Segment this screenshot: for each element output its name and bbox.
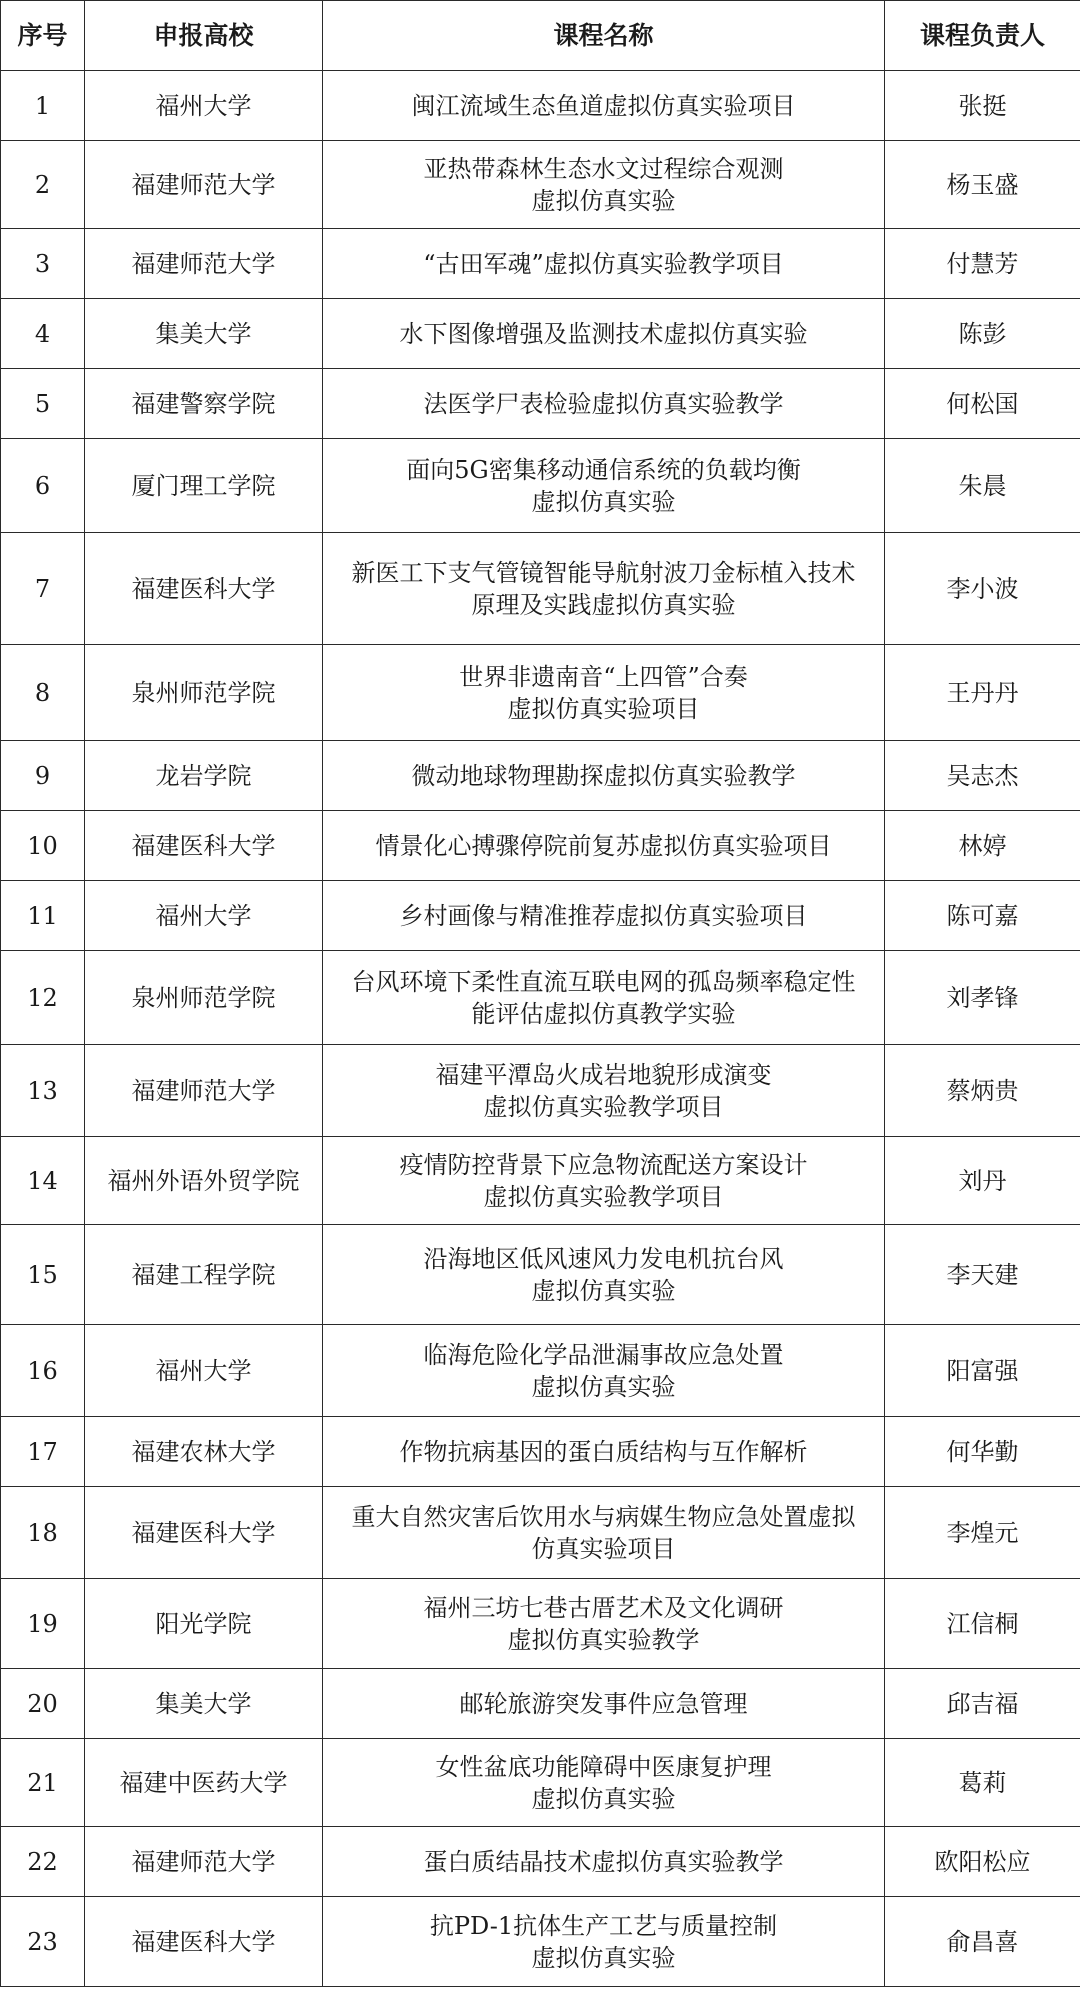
lead-cell: 何松国	[885, 369, 1080, 439]
row-number: 14	[1, 1137, 85, 1225]
course-name-line: 原理及实践虚拟仿真实验	[471, 590, 736, 619]
course-name-line: 虚拟仿真实验	[531, 1372, 676, 1401]
course-cell	[323, 71, 885, 141]
school-cell: 集美大学	[85, 299, 323, 369]
row-number: 19	[1, 1579, 85, 1669]
course-name-line: 虚拟仿真实验教学项目	[483, 1182, 724, 1211]
course-name-line: 疫情防控背景下应急物流配送方案设计	[399, 1150, 808, 1179]
row-number: 3	[1, 229, 85, 299]
course-cell	[323, 1827, 885, 1897]
table-row	[1, 1137, 1080, 1225]
lead-cell: 何华勤	[885, 1417, 1080, 1487]
lead-cell: 杨玉盛	[885, 141, 1080, 229]
row-number: 8	[1, 645, 85, 741]
row-number: 21	[1, 1739, 85, 1827]
table-row	[1, 1225, 1080, 1325]
table-row	[1, 1045, 1080, 1137]
course-name-line: 蛋白质结晶技术虚拟仿真实验教学	[423, 1847, 784, 1876]
lead-cell: 刘丹	[885, 1137, 1080, 1225]
row-number: 15	[1, 1225, 85, 1325]
course-cell	[323, 1897, 885, 1987]
course-name-line: 闽江流域生态鱼道虚拟仿真实验项目	[411, 91, 796, 120]
table-row	[1, 533, 1080, 645]
row-number: 12	[1, 951, 85, 1045]
header-course: 课程名称	[323, 1, 885, 71]
table-row	[1, 71, 1080, 141]
course-name-line: 沿海地区低风速风力发电机抗台风	[423, 1244, 784, 1273]
table-row	[1, 1669, 1080, 1739]
course-name-line: 亚热带森林生态水文过程综合观测	[423, 154, 784, 183]
lead-cell: 付慧芳	[885, 229, 1080, 299]
lead-cell: 江信桐	[885, 1579, 1080, 1669]
table-row	[1, 1325, 1080, 1417]
course-cell	[323, 1137, 885, 1225]
table-row	[1, 439, 1080, 533]
table-row	[1, 229, 1080, 299]
lead-cell: 俞昌喜	[885, 1897, 1080, 1987]
course-name-line: 面向5G密集移动通信系统的负载均衡	[406, 455, 801, 484]
row-number: 23	[1, 1897, 85, 1987]
course-name-line: 福州三坊七巷古厝艺术及文化调研	[423, 1593, 784, 1622]
row-number: 16	[1, 1325, 85, 1417]
course-name-line: 抗PD-1抗体生产工艺与质量控制	[429, 1911, 778, 1940]
lead-cell: 李煌元	[885, 1487, 1080, 1579]
lead-cell: 阳富强	[885, 1325, 1080, 1417]
course-name-line: 虚拟仿真实验	[531, 487, 676, 516]
row-number: 22	[1, 1827, 85, 1897]
school-cell: 厦门理工学院	[85, 439, 323, 533]
table-row	[1, 1579, 1080, 1669]
table-row	[1, 1739, 1080, 1827]
table-row	[1, 1487, 1080, 1579]
school-cell: 福建师范大学	[85, 229, 323, 299]
school-cell: 福州大学	[85, 1325, 323, 1417]
row-number: 11	[1, 881, 85, 951]
school-cell: 福建师范大学	[85, 1827, 323, 1897]
lead-cell: 朱晨	[885, 439, 1080, 533]
row-number: 20	[1, 1669, 85, 1739]
lead-cell: 张挺	[885, 71, 1080, 141]
lead-cell: 吴志杰	[885, 741, 1080, 811]
lead-cell: 蔡炳贵	[885, 1045, 1080, 1137]
course-name-line: 情景化心搏骤停院前复苏虚拟仿真实验项目	[375, 831, 832, 860]
table-row	[1, 881, 1080, 951]
lead-cell: 欧阳松应	[885, 1827, 1080, 1897]
header-lead: 课程负责人	[885, 1, 1080, 71]
course-cell	[323, 1579, 885, 1669]
course-cell	[323, 741, 885, 811]
course-name-line: 法医学尸表检验虚拟仿真实验教学	[423, 389, 784, 418]
school-cell: 集美大学	[85, 1669, 323, 1739]
lead-cell: 林婷	[885, 811, 1080, 881]
course-cell	[323, 1417, 885, 1487]
header-no: 序号	[1, 1, 85, 71]
lead-cell: 李天建	[885, 1225, 1080, 1325]
course-cell	[323, 811, 885, 881]
course-name-line: “古田军魂”虚拟仿真实验教学项目	[423, 249, 784, 278]
table-row	[1, 141, 1080, 229]
row-number: 2	[1, 141, 85, 229]
course-cell	[323, 1669, 885, 1739]
course-cell	[323, 645, 885, 741]
lead-cell: 王丹丹	[885, 645, 1080, 741]
row-number: 9	[1, 741, 85, 811]
row-number: 10	[1, 811, 85, 881]
course-cell	[323, 1325, 885, 1417]
table-row	[1, 811, 1080, 881]
table-row	[1, 1827, 1080, 1897]
row-number: 13	[1, 1045, 85, 1137]
course-cell	[323, 881, 885, 951]
school-cell: 福建警察学院	[85, 369, 323, 439]
school-cell: 福建师范大学	[85, 141, 323, 229]
course-name-line: 临海危险化学品泄漏事故应急处置	[423, 1340, 784, 1369]
course-cell	[323, 951, 885, 1045]
course-cell	[323, 1225, 885, 1325]
course-name-line: 仿真实验项目	[531, 1534, 676, 1563]
course-cell	[323, 533, 885, 645]
course-cell	[323, 1739, 885, 1827]
school-cell: 泉州师范学院	[85, 951, 323, 1045]
course-name-line: 重大自然灾害后饮用水与病媒生物应急处置虚拟	[351, 1502, 856, 1531]
course-name-line: 作物抗病基因的蛋白质结构与互作解析	[399, 1437, 808, 1466]
course-name-line: 微动地球物理勘探虚拟仿真实验教学	[411, 761, 796, 790]
course-name-line: 虚拟仿真实验	[531, 1276, 676, 1305]
course-cell	[323, 141, 885, 229]
course-cell	[323, 299, 885, 369]
course-name-line: 邮轮旅游突发事件应急管理	[459, 1689, 748, 1718]
course-name-line: 新医工下支气管镜智能导航射波刀金标植入技术	[351, 558, 856, 587]
lead-cell: 李小波	[885, 533, 1080, 645]
school-cell: 福建师范大学	[85, 1045, 323, 1137]
course-name-line: 虚拟仿真实验教学	[507, 1625, 700, 1654]
course-name-line: 能评估虚拟仿真教学实验	[471, 999, 736, 1028]
table-row	[1, 741, 1080, 811]
table-body	[1, 71, 1080, 1987]
row-number: 17	[1, 1417, 85, 1487]
school-cell: 福建医科大学	[85, 533, 323, 645]
school-cell: 福建工程学院	[85, 1225, 323, 1325]
school-cell: 福建中医药大学	[85, 1739, 323, 1827]
course-name-line: 虚拟仿真实验教学项目	[483, 1092, 724, 1121]
course-cell	[323, 1487, 885, 1579]
course-name-line: 乡村画像与精准推荐虚拟仿真实验项目	[399, 901, 808, 930]
course-cell	[323, 369, 885, 439]
course-cell	[323, 229, 885, 299]
lead-cell: 刘孝锋	[885, 951, 1080, 1045]
course-name-line: 福建平潭岛火成岩地貌形成演变	[435, 1060, 772, 1089]
row-number: 4	[1, 299, 85, 369]
school-cell: 福建农林大学	[85, 1417, 323, 1487]
row-number: 1	[1, 71, 85, 141]
lead-cell: 葛莉	[885, 1739, 1080, 1827]
header-school: 申报高校	[85, 1, 323, 71]
course-name-line: 世界非遗南音“上四管”合奏	[459, 662, 748, 691]
table-row	[1, 951, 1080, 1045]
school-cell: 泉州师范学院	[85, 645, 323, 741]
lead-cell: 陈可嘉	[885, 881, 1080, 951]
school-cell: 福建医科大学	[85, 1487, 323, 1579]
course-name-line: 虚拟仿真实验项目	[507, 694, 700, 723]
row-number: 18	[1, 1487, 85, 1579]
header-row	[1, 1, 1080, 71]
course-name-line: 虚拟仿真实验	[531, 1784, 676, 1813]
school-cell: 阳光学院	[85, 1579, 323, 1669]
course-cell	[323, 439, 885, 533]
school-cell: 福建医科大学	[85, 811, 323, 881]
row-number: 7	[1, 533, 85, 645]
course-cell	[323, 1045, 885, 1137]
course-name-line: 虚拟仿真实验	[531, 186, 676, 215]
table-row	[1, 1897, 1080, 1987]
school-cell: 福州外语外贸学院	[85, 1137, 323, 1225]
table-row	[1, 369, 1080, 439]
lead-cell: 邱吉福	[885, 1669, 1080, 1739]
school-cell: 龙岩学院	[85, 741, 323, 811]
table-row	[1, 645, 1080, 741]
course-name-line: 女性盆底功能障碍中医康复护理	[435, 1752, 772, 1781]
row-number: 6	[1, 439, 85, 533]
school-cell: 福建医科大学	[85, 1897, 323, 1987]
table-row	[1, 1417, 1080, 1487]
course-name-line: 虚拟仿真实验	[531, 1943, 676, 1972]
lead-cell: 陈彭	[885, 299, 1080, 369]
course-name-line: 水下图像增强及监测技术虚拟仿真实验	[399, 319, 808, 348]
row-number: 5	[1, 369, 85, 439]
school-cell: 福州大学	[85, 881, 323, 951]
table-row	[1, 299, 1080, 369]
course-name-line: 台风环境下柔性直流互联电网的孤岛频率稳定性	[351, 967, 856, 996]
school-cell: 福州大学	[85, 71, 323, 141]
